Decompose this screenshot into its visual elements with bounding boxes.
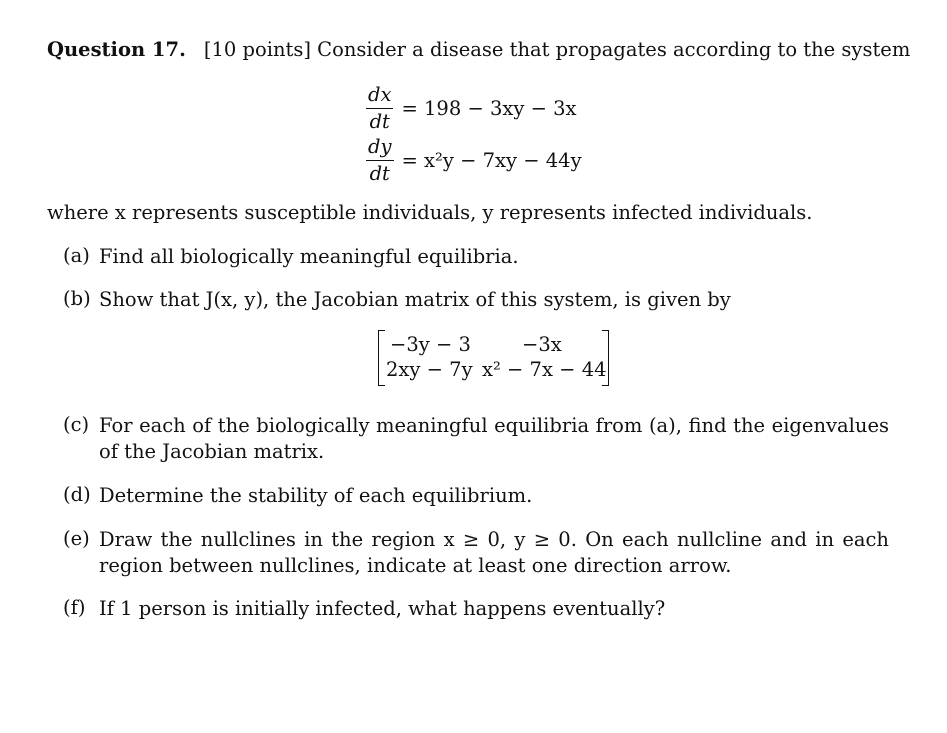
equation-dx-dt (366, 84, 577, 133)
question-header (47, 38, 910, 61)
part-text: Draw the nullclines in the region x ≥ 0, y ≥ 0. On each nullcline and in each region between nullclines, indicate at least one direction arrow. (99, 528, 889, 577)
part-label: (c) (63, 413, 90, 436)
equation-rhs: = 198 − 3xy − 3x (401, 97, 577, 120)
matrix-cell-r2c2: x² − 7x − 44 (482, 358, 607, 381)
fraction-denominator: dt (369, 162, 390, 185)
part-text: Find all biologically meaningful equilibria. (99, 245, 519, 268)
part-label: (b) (63, 287, 91, 310)
matrix-cell-r2c1: 2xy − 7y (386, 358, 473, 381)
fraction-numerator: dy (366, 136, 394, 161)
part-label: (a) (63, 244, 90, 267)
part-text: For each of the biologically meaningful equilibria from (a), find the eigenvalues of the Jacobian matrix. (99, 414, 889, 463)
fraction-numerator: dx (366, 84, 393, 109)
part-text: Show that J(x, y), the Jacobian matrix of this system, is given by (99, 288, 731, 311)
jacobian-matrix (378, 330, 609, 384)
matrix-cell-r1c1: −3y − 3 (390, 333, 471, 356)
equation-rhs: = x²y − 7xy − 44y (401, 149, 582, 172)
fraction-denominator: dt (369, 110, 390, 133)
part-label: (d) (63, 483, 91, 506)
where-statement: where x represents susceptible individuals, y represents infected individuals. (47, 201, 813, 224)
fraction-dx-dt (366, 84, 393, 133)
part-label: (e) (63, 527, 90, 550)
matrix-cell-r1c2: −3x (522, 333, 562, 356)
left-bracket (378, 330, 385, 386)
question-number: Question 17. (47, 38, 186, 61)
question-intro: [10 points] Consider a disease that propagates according to the system (203, 38, 911, 61)
part-text: Determine the stability of each equilibrium. (99, 484, 533, 507)
equation-dy-dt (366, 136, 582, 185)
part-text: If 1 person is initially infected, what happens eventually? (99, 597, 666, 620)
fraction-dy-dt (366, 136, 394, 185)
part-label: (f) (63, 596, 86, 619)
